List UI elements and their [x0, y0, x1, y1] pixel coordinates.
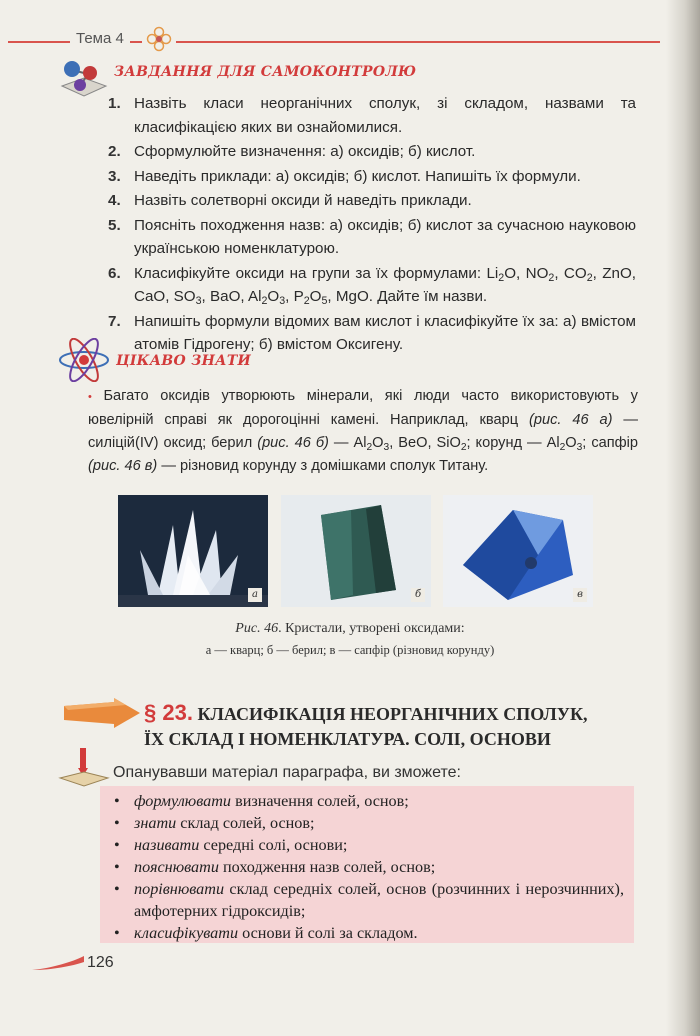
self-control-title: ЗАВДАННЯ ДЛЯ САМОКОНТРОЛЮ [114, 64, 417, 80]
topic-label: Тема 4 [70, 30, 130, 47]
figure-subcaption: а — кварц; б — берил; в — сапфір (різновид корунду) [205, 643, 495, 657]
beryl-photo [281, 495, 431, 607]
goal-item: • класифікувати основи й солі за складом. [112, 922, 624, 944]
interesting-title: ЦІКАВО ЗНАТИ [116, 353, 252, 369]
page-corner-decoration [32, 956, 84, 975]
photo-label-a: а [248, 588, 262, 602]
photo-label-c: в [573, 588, 587, 602]
book-spine-shadow [666, 0, 700, 1036]
page-number: 126 [87, 954, 114, 971]
goal-item: • називати середні солі, основи; [112, 834, 624, 856]
task-item: 4. Назвіть солетворні оксиди й наведіть приклади. [108, 192, 472, 209]
task-item: 1. Назвіть класи неорганічних сполук, зі складом, назвами та класифікацією яких ви ознайомилися. [108, 95, 636, 136]
goals-list [112, 790, 624, 944]
self-control-task-list [108, 92, 636, 358]
section-heading: § 23. КЛАСИФІКАЦІЯ НЕОРГАНІЧНИХ СПОЛУК, ЇХ СКЛАД І НОМЕНКЛАТУРА. СОЛІ, ОСНОВИ [144, 700, 588, 749]
task-item: 5. Поясніть походження назв: а) оксидів; б) кислот за сучасною науковою українською номенклатурою. [108, 216, 636, 257]
molecule-book-icon [58, 56, 110, 103]
task-item: 7. Напишіть формули відомих вам кислот і класифікуйте їх за: а) вмістом атомів Гідрогену; б) вмістом Оксигену. [108, 312, 636, 353]
task-item: 6. Класифікуйте оксиди на групи за їх формулами: $Li_2O$, $NO_2$, $CO_2$, ZnO, CaO, $SO_3$, BaO, $Al_2O_3$, $P_2O_5$, MgO. Дайте їм назви. [108, 264, 636, 307]
goal-item: • знати склад солей, основ; [112, 812, 624, 834]
atom-icon [56, 338, 112, 387]
task-item: 2. Сформулюйте визначення: а) оксидів; б) кислот. [108, 143, 476, 160]
sapphire-photo [443, 495, 593, 607]
task-item: 3. Наведіть приклади: а) оксидів; б) кислот. Напишіть їх формули. [108, 167, 581, 185]
quartz-photo [118, 495, 268, 607]
arrow-marker-icon [64, 698, 140, 733]
goal-item: • формулювати визначення солей, основ; [112, 790, 624, 812]
goal-item: • пояснювати походження назв солей, основ; [112, 856, 624, 878]
interesting-paragraph: • Багато оксидів утворюють мінерали, які люди часто використовують у ювелірній справі як дорогоцінні камені. Наприклад, кварц (рис. 46 а) — силіцій(IV) оксид; берил (рис. 46 б) — $Al_2O_3$, BeO, SiO$_2$; корунд — $Al_2O_3$; сапфір (рис. 46 в) — різновид корунду з домішками сполук Титану. [88, 388, 639, 474]
goals-intro: Опанувавши матеріал параграфа, ви зможете: [113, 764, 461, 781]
goal-item: • порівнювати склад середніх солей, основ (розчинних і нерозчинних), амфотерних гідроксидів; [112, 878, 624, 922]
photo-label-b: б [411, 588, 425, 602]
figure-caption: Рис. 46. Кристали, утворені оксидами: [235, 621, 465, 636]
atom-flower-icon [142, 26, 176, 57]
